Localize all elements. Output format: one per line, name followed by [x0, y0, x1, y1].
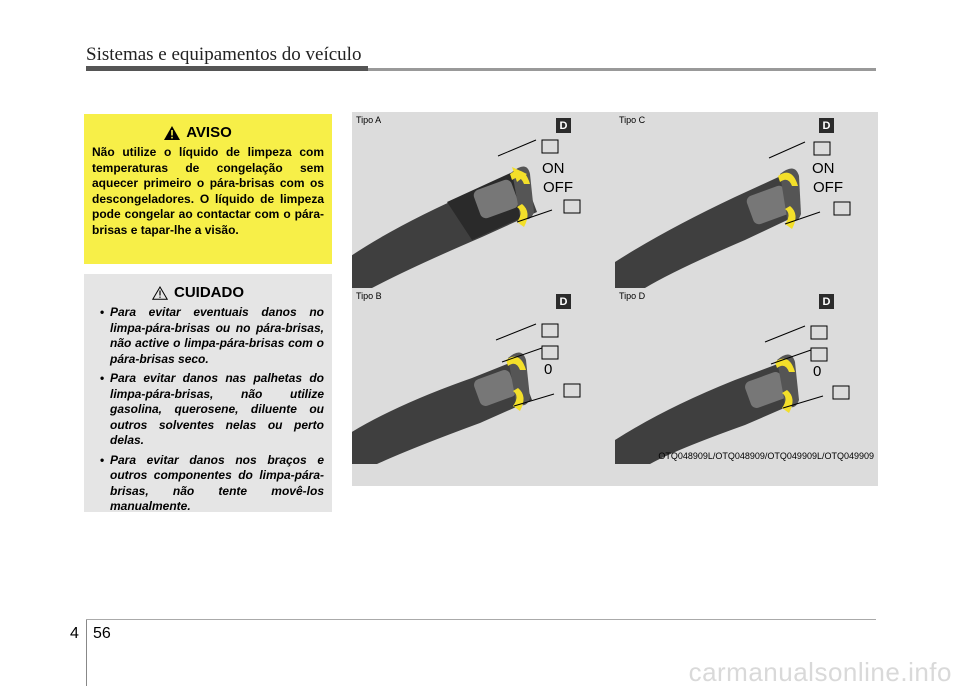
- page-number: 56: [93, 625, 111, 642]
- position-zero-label: 0: [813, 363, 822, 380]
- section-header-title: Sistemas e equipamentos do veículo: [86, 44, 362, 65]
- caution-title-text: CUIDADO: [174, 284, 244, 301]
- caution-item: • Para evitar danos nos braços e outros componentes do limpa-pára-brisas, não tente movê-los manualmente.: [92, 453, 324, 515]
- d-badge: D: [819, 294, 834, 309]
- warning-triangle-icon: [164, 126, 180, 140]
- position-off-label: OFF: [813, 179, 843, 196]
- panel-tipo-b: [352, 288, 615, 464]
- panel-label: Tipo D: [619, 291, 646, 301]
- warning-box: [84, 114, 332, 264]
- d-badge: D: [819, 118, 834, 133]
- panel-tipo-c: [615, 112, 878, 288]
- panel-label: Tipo A: [356, 115, 382, 125]
- stalk-illustration: [352, 112, 615, 288]
- stalk-illustration: [615, 112, 878, 288]
- panel-tipo-a: [352, 112, 615, 288]
- position-on-label: ON: [812, 160, 835, 177]
- figure-code: OTQ048909L/OTQ048909/OTQ049909L/OTQ049909: [658, 451, 874, 461]
- caution-item: • Para evitar danos nas palhetas do limpa-pára-brisas, não utilize gasolina, querosene, diluente ou outros solventes nelas ou perto delas.: [92, 371, 324, 449]
- warning-text: Não utilize o líquido de limpeza com temperaturas de congelação sem aquecer primeiro o pára-brisas com os descongeladores. O líquido de limpeza pode congelar ao contactar com o pára-brisas e tapar-lhe a visão.: [92, 145, 324, 237]
- stalk-illustration: [615, 288, 878, 464]
- stalk-illustration: [352, 288, 615, 464]
- footer-rule: [86, 619, 876, 620]
- caution-list: [92, 305, 324, 515]
- header-rule-accent: [86, 66, 368, 71]
- watermark: carmanualsonline.info: [688, 657, 952, 687]
- warning-title: [72, 124, 324, 141]
- position-on-label: ON: [542, 160, 565, 177]
- wiper-stalk-figure: [352, 112, 878, 486]
- caution-box: [84, 274, 332, 512]
- panel-label: Tipo B: [356, 291, 382, 301]
- position-off-label: OFF: [543, 179, 573, 196]
- warning-title-text: AVISO: [186, 124, 232, 141]
- panel-label: Tipo C: [619, 115, 646, 125]
- panel-tipo-d: [615, 288, 878, 464]
- caution-item: • Para evitar eventuais danos no limpa-pára-brisas ou no pára-brisas, não active o limpa-pára-brisas com o pára-brisas seco.: [92, 305, 324, 367]
- caution-triangle-icon: [152, 286, 168, 300]
- footer-rule-vertical: [86, 620, 87, 686]
- d-badge: D: [556, 294, 571, 309]
- caution-title: [72, 284, 324, 301]
- position-zero-label: 0: [544, 361, 553, 378]
- page-chapter: 4: [70, 625, 79, 642]
- d-badge: D: [556, 118, 571, 133]
